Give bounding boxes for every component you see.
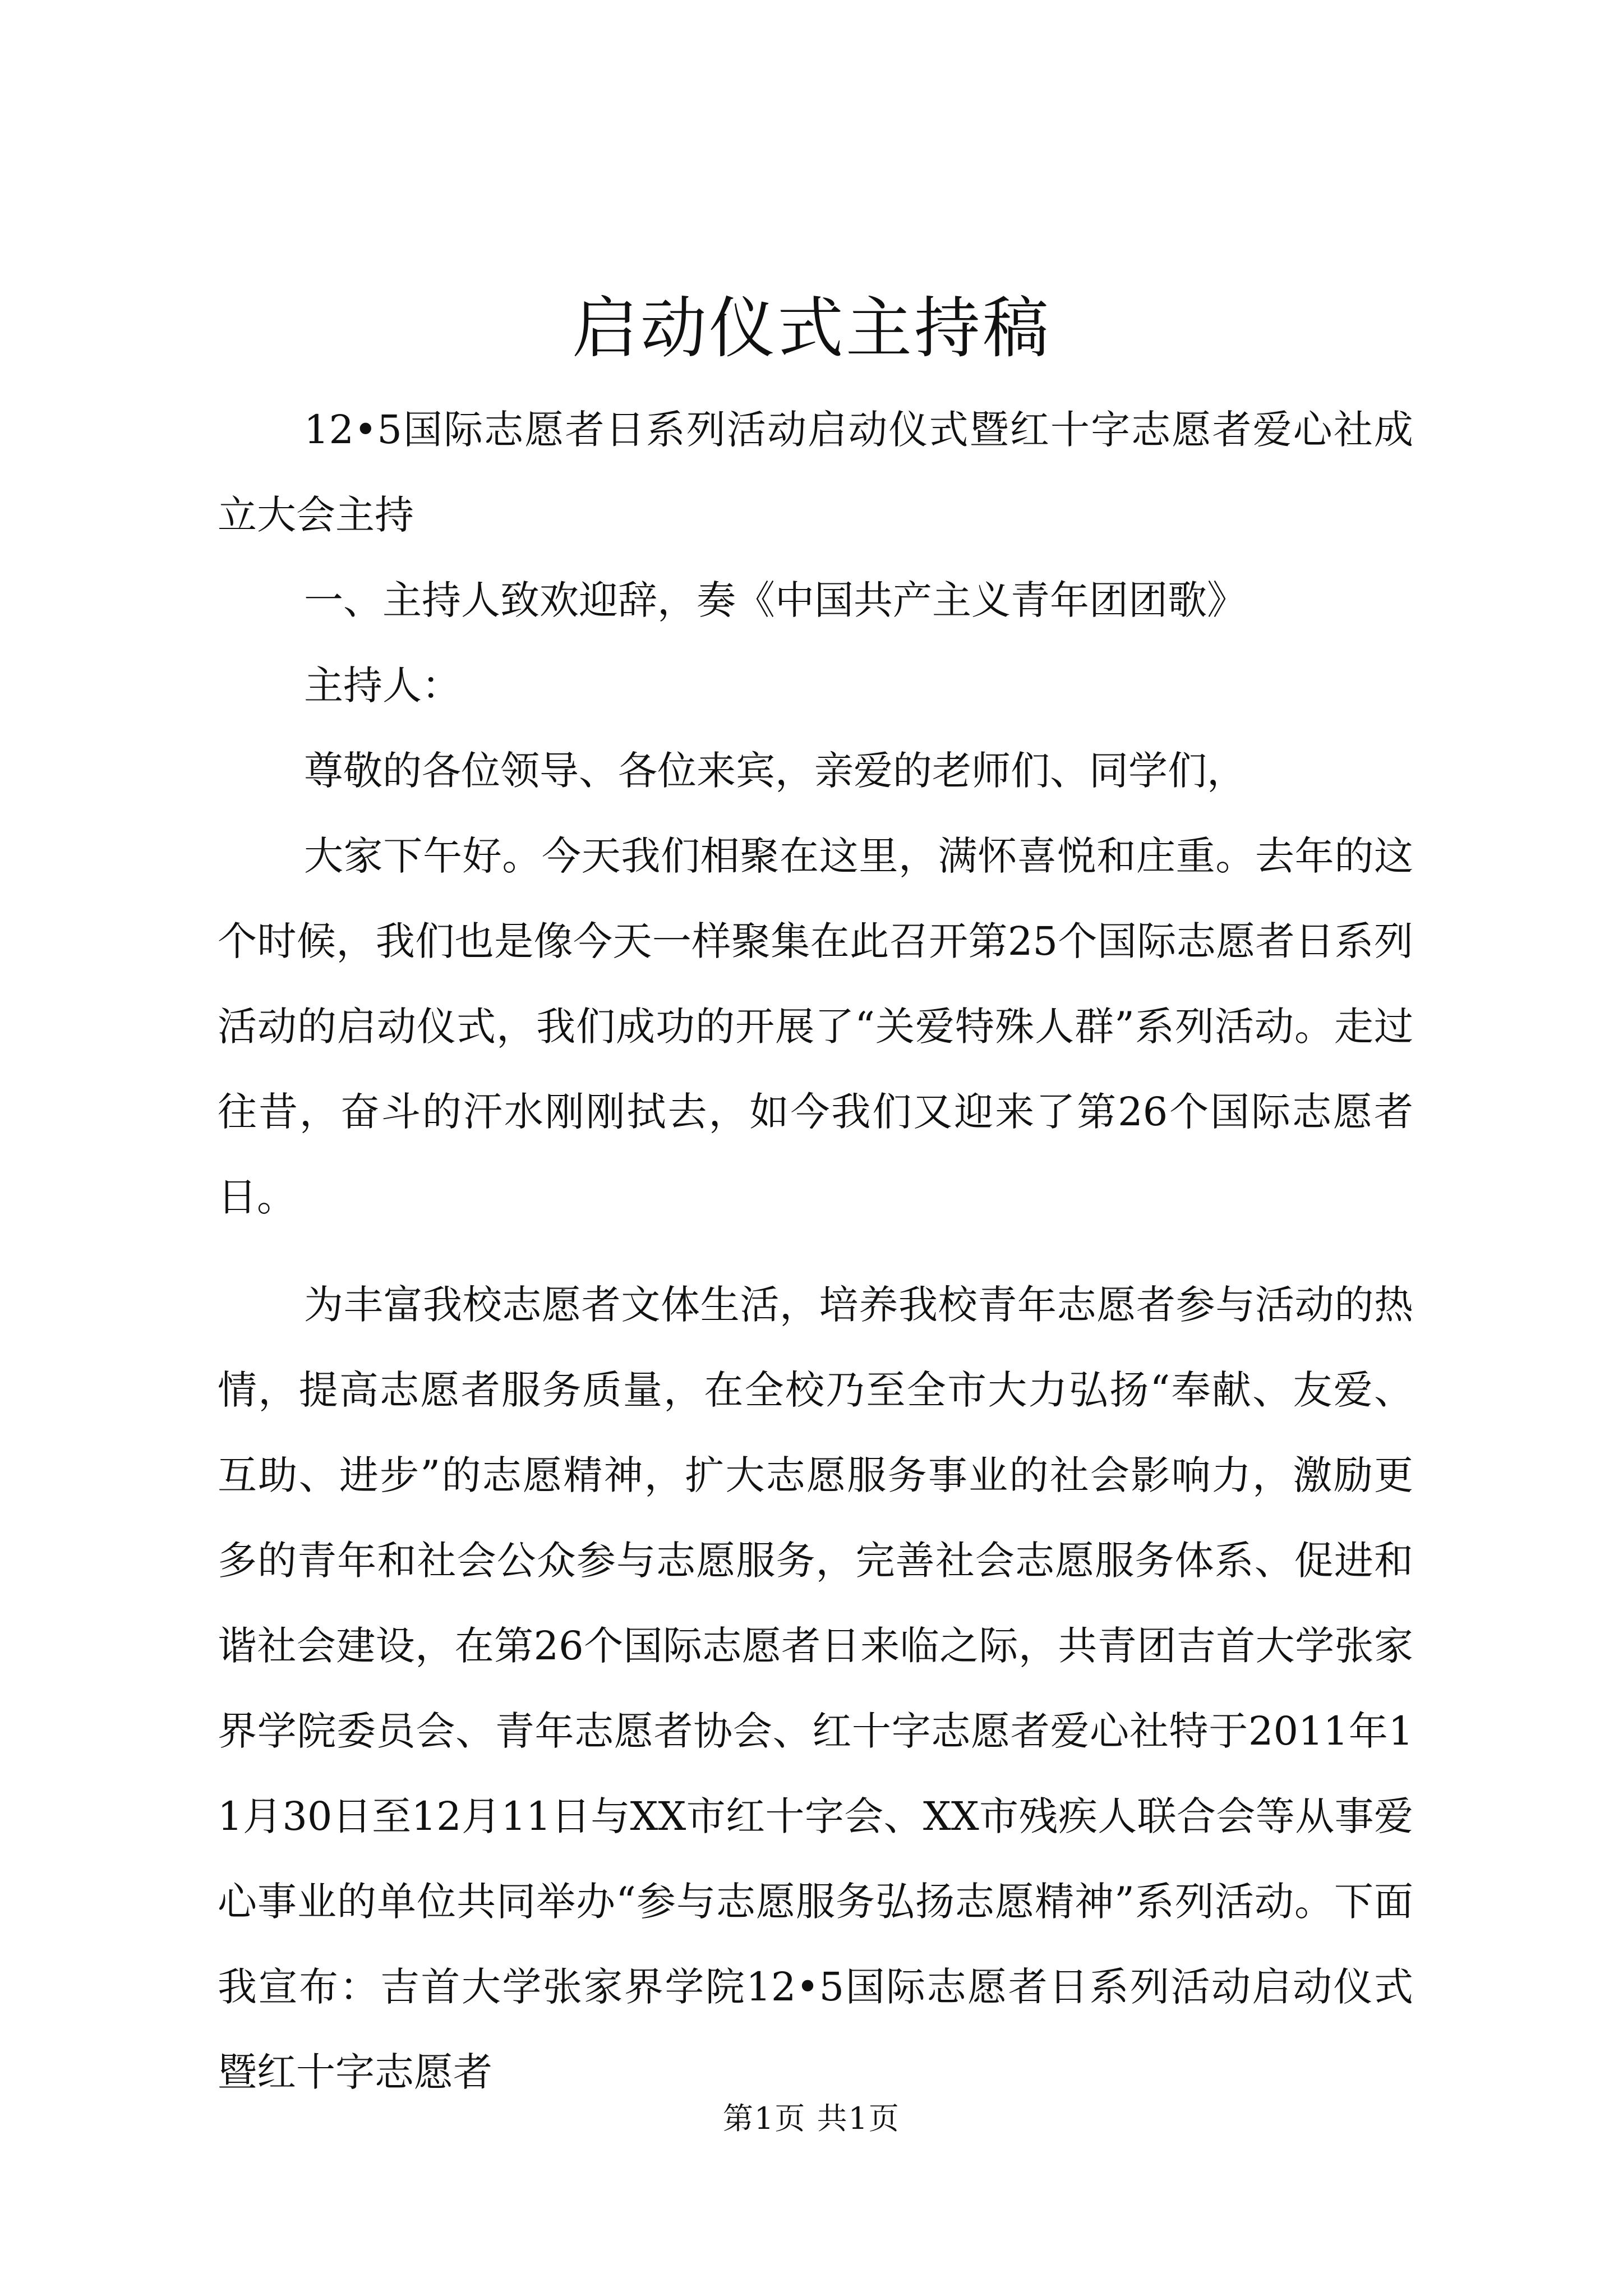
paragraph-greeting: 大家下午好。今天我们相聚在这里，满怀喜悦和庄重。去年的这个时候，我们也是像今天一样聚集在此召开第25个国际志愿者日系列活动的启动仪式，我们成功的开展了“关爱特殊人群”系列活动。走过往昔，奋斗的汗水刚刚拭去，如今我们又迎来了第26个国际志愿者日。 (218, 833, 1413, 1220)
paragraph-host-label: 主持人： (304, 662, 461, 708)
paragraph-section-heading: 一、主持人致欢迎辞，奏《中国共产主义青年团团歌》 (304, 577, 1246, 623)
paragraph-event-name: 12•5国际志愿者日系列活动启动仪式暨红十字志愿者爱心社成立大会主持 (218, 407, 1413, 538)
paragraph-announcement: 为丰富我校志愿者文体生活，培养我校青年志愿者参与活动的热情，提高志愿者服务质量，在全校乃至全市大力弘扬“奉献、友爱、互助、进步”的志愿精神，扩大志愿服务事业的社会影响力，激励更多的青年和社会公众参与志愿服务，完善社会志愿服务体系、促进和谐社会建设，在第26个国际志愿者日来临之际，共青团吉首大学张家界学院委员会、青年志愿者协会、红十字志愿者爱心社特于2011年11月30日至12月11日与XX市红十字会、XX市残疾人联合会等从事爱心事业的单位共同举办“参与志愿服务弘扬志愿精神”系列活动。下面我宣布：吉首大学张家界学院12•5国际志愿者日系列活动启动仪式暨红十字志愿者 (218, 1282, 1413, 2095)
page-number-footer: 第1页 共1页 (723, 2101, 900, 2136)
document-title: 启动仪式主持稿 (571, 289, 1051, 367)
document-body (218, 387, 1413, 2115)
paragraph-salutation: 尊敬的各位领导、各位来宾，亲爱的老师们、同学们， (304, 748, 1246, 794)
